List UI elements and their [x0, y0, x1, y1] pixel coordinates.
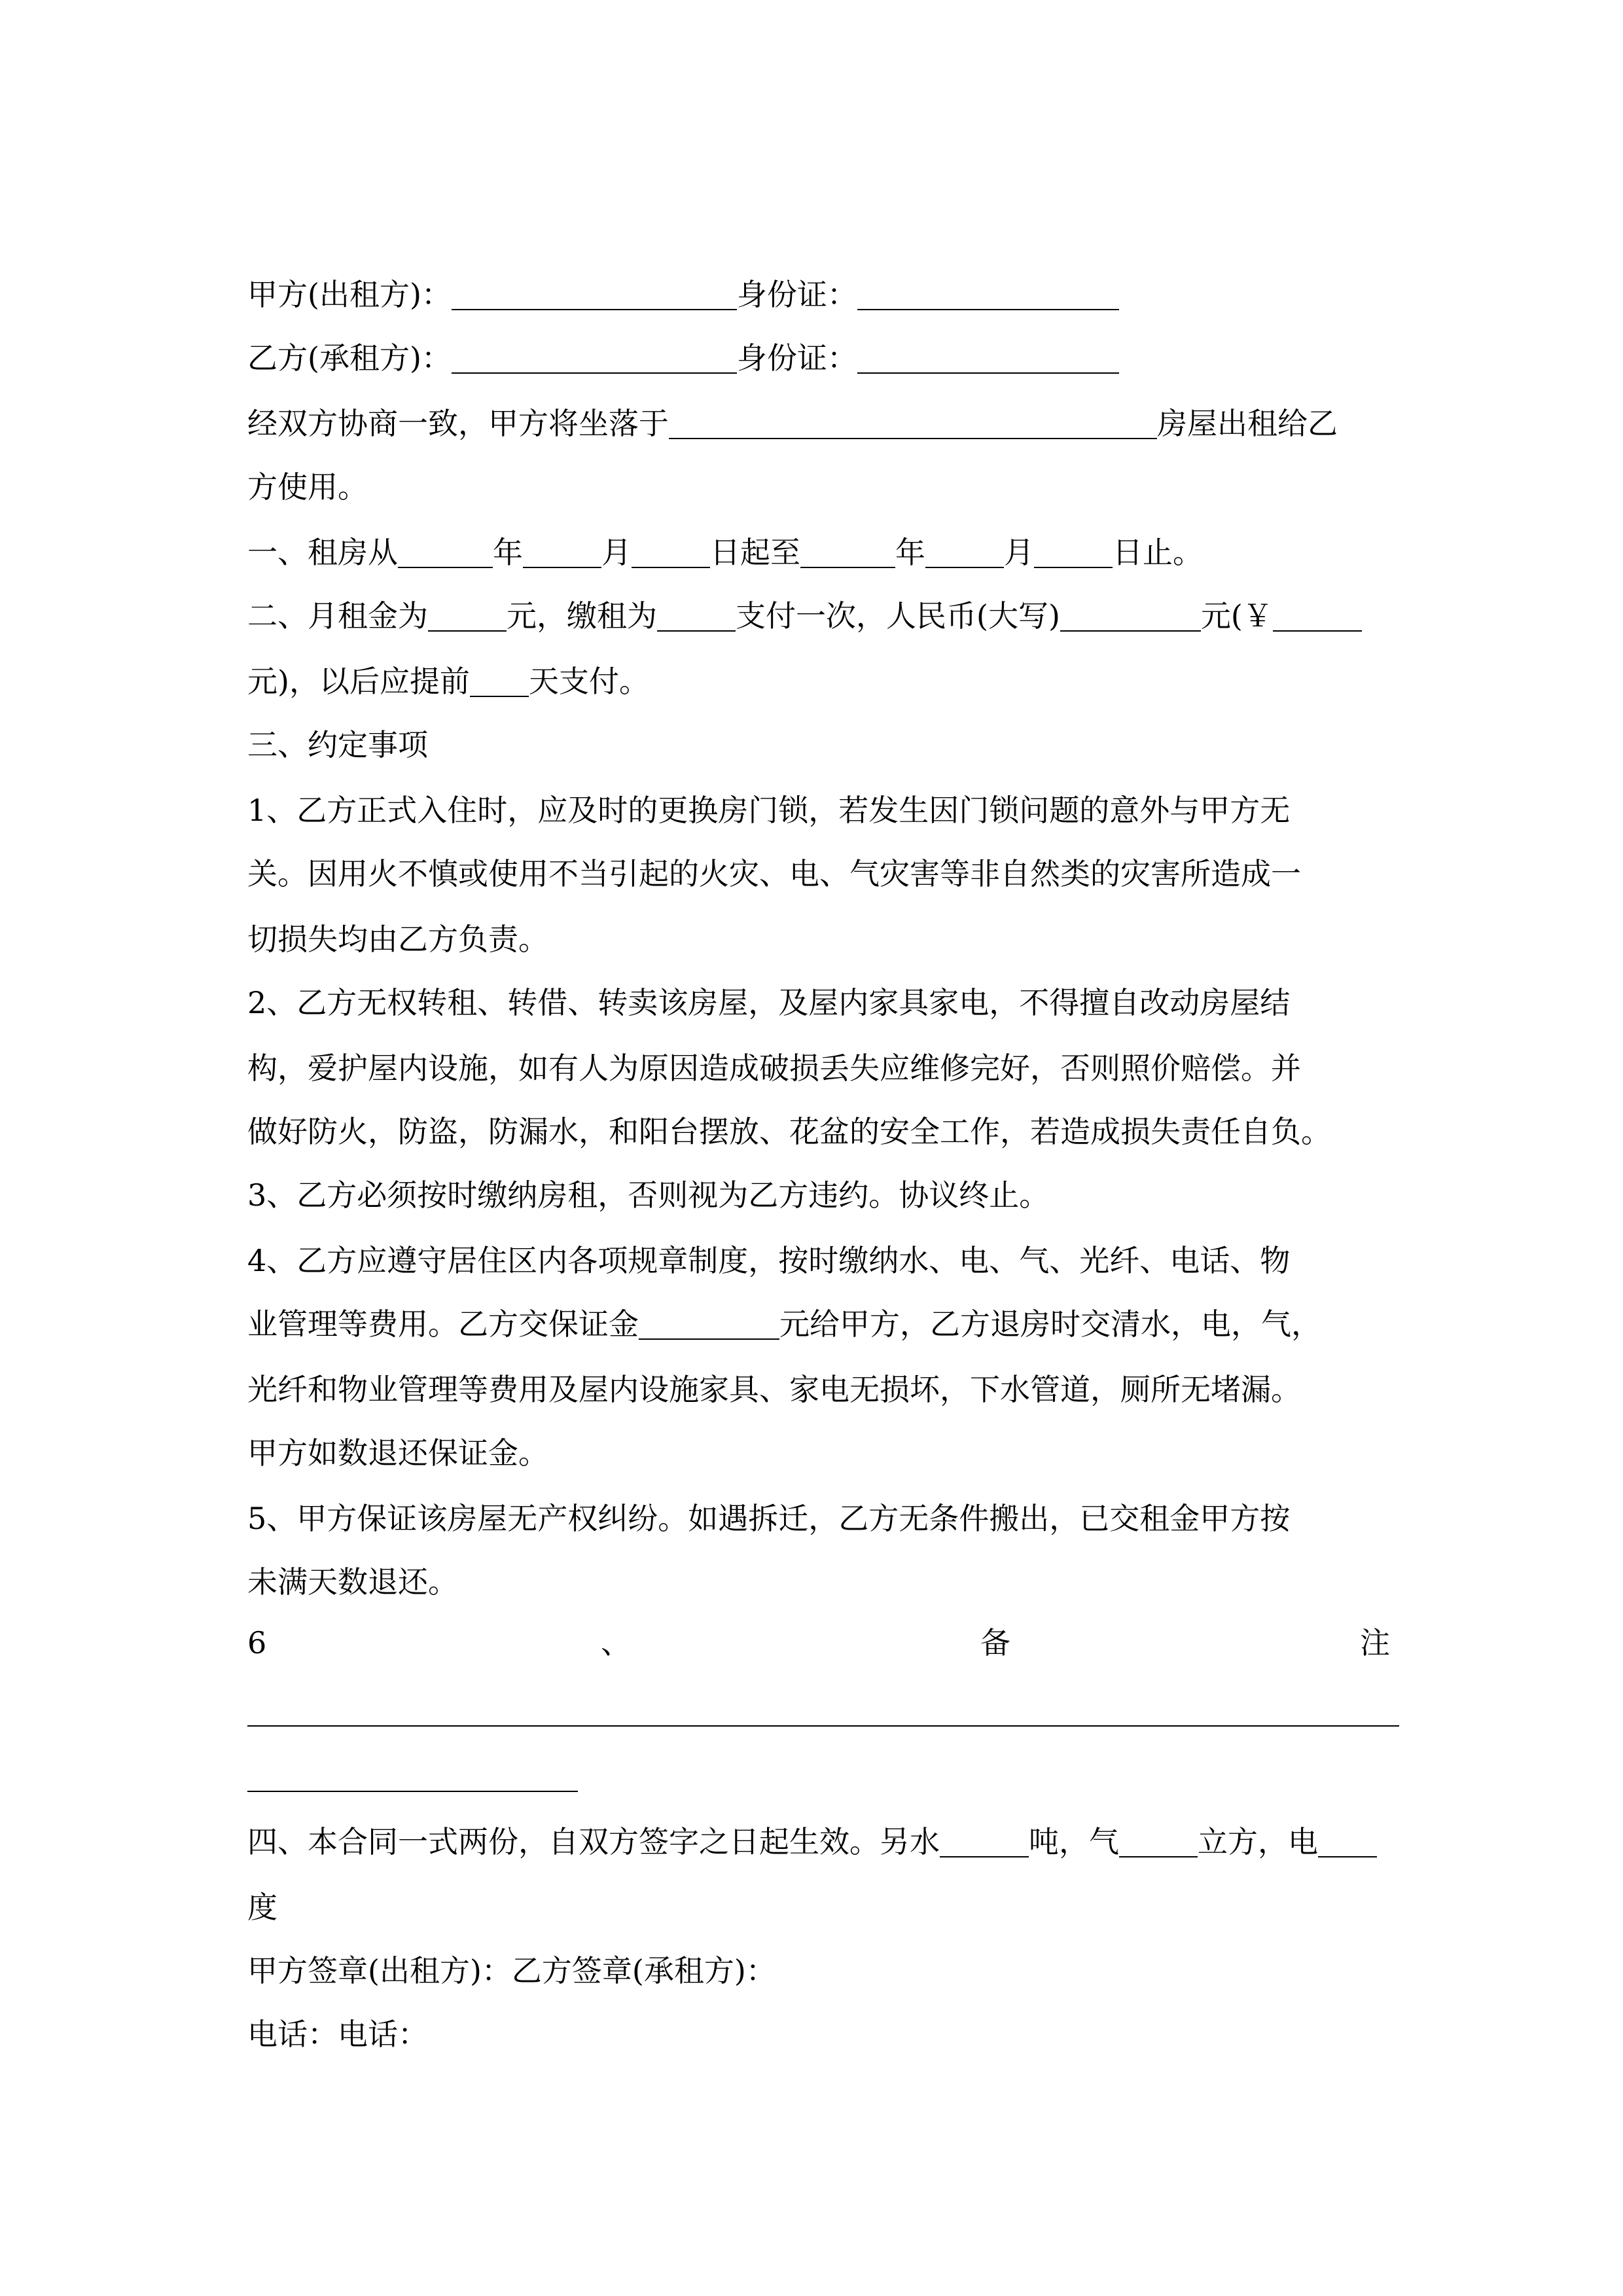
item-1-line: 1、乙方正式入住时，应及时的更换房门锁，若发生因门锁问题的意外与甲方无	[247, 793, 1291, 828]
rmb-words-blank[interactable]	[1060, 599, 1201, 632]
clause2-text: 元，缴租为	[507, 598, 657, 634]
water-blank[interactable]	[940, 1825, 1029, 1857]
signature-line: 甲方签章(出租方)：乙方签章(承租方)：	[247, 1953, 776, 1988]
item-4-line: 甲方如数退还保证金。	[247, 1435, 548, 1471]
party-a-name-blank[interactable]	[452, 278, 737, 310]
party-b-id-label: 身份证：	[736, 340, 857, 376]
item-4-line	[247, 1291, 1399, 1357]
clause2-prefix: 二、月租金为	[247, 598, 428, 634]
clause1-row	[247, 520, 1399, 585]
party-b-id-blank[interactable]	[857, 341, 1119, 374]
intro-text-3: 方使用。	[247, 469, 368, 505]
item-5-line: 未满天数退还。	[247, 1564, 458, 1600]
clause4-text: 四、本合同一式两份，自双方签字之日起生效。另水	[247, 1824, 940, 1859]
item-5-line: 5、甲方保证该房屋无产权纠纷。如遇拆迁，乙方无条件搬出，已交租金甲方按	[247, 1501, 1291, 1536]
property-location-blank[interactable]	[669, 406, 1157, 439]
remark-line[interactable]	[247, 1725, 1399, 1727]
gas-blank[interactable]	[1119, 1825, 1198, 1857]
start-day-blank[interactable]	[632, 535, 710, 568]
advance-days-blank[interactable]	[470, 664, 529, 697]
remark-row	[247, 1610, 1399, 1676]
party-b-label: 乙方(承租方)：	[247, 340, 452, 376]
pay-period-blank[interactable]	[657, 599, 736, 632]
item-4-line: 光纤和物业管理等费用及屋内设施家具、家电无损坏，下水管道，厕所无堵漏。	[247, 1372, 1301, 1407]
clause1-prefix: 一、租房从	[247, 535, 398, 570]
item-4-text: 业管理等费用。乙方交保证金	[247, 1306, 639, 1342]
rent-amount-blank[interactable]	[428, 599, 507, 632]
item-1-line: 关。因用火不慎或使用不当引起的火灾、电、气灾害等非自然类的灾害所造成一	[247, 856, 1301, 891]
item-1-line: 切损失均由乙方负责。	[247, 922, 548, 957]
end-year-blank[interactable]	[800, 535, 895, 568]
party-b-name-blank[interactable]	[452, 341, 737, 374]
party-b-row	[247, 325, 1399, 391]
party-a-row	[247, 262, 1399, 327]
item-3-line: 3、乙方必须按时缴纳房租，否则视为乙方违约。协议终止。	[247, 1177, 1050, 1213]
year-label: 年	[493, 535, 523, 570]
end-month-blank[interactable]	[925, 535, 1004, 568]
clause2-row	[247, 583, 1399, 649]
item-4-line: 4、乙方应遵守居住区内各项规章制度，按时缴纳水、电、气、光纤、电话、物	[247, 1243, 1291, 1278]
remark-separator: 、	[601, 1625, 631, 1660]
remark-number: 6	[247, 1625, 267, 1660]
electric-blank[interactable]	[1318, 1825, 1377, 1857]
month-label: 月	[601, 535, 632, 570]
item-2-line: 构，爱护屋内设施，如有人为原因造成破损丢失应维修完好，否则照价赔偿。并	[247, 1050, 1301, 1086]
item-2-line: 做好防火，防盗，防漏水，和阳台摆放、花盆的安全工作，若造成损失责任自负。	[247, 1114, 1331, 1149]
month-label: 月	[1004, 535, 1034, 570]
clause3-title: 三、约定事项	[247, 727, 428, 762]
intro-text-1: 经双方协商一致，甲方将坐落于	[247, 406, 669, 441]
clause4-row	[247, 1809, 1399, 1874]
party-a-id-blank[interactable]	[857, 278, 1119, 310]
intro-text-2: 房屋出租给乙	[1157, 406, 1338, 441]
day-label: 日起至	[710, 535, 800, 570]
party-a-id-label: 身份证：	[736, 277, 857, 312]
start-year-blank[interactable]	[398, 535, 493, 568]
clause2-text: 支付一次，人民币(大写)	[736, 598, 1060, 634]
clause4-text: 立方，电	[1198, 1824, 1318, 1859]
clause2-text: 天支付。	[528, 664, 649, 699]
intro-row	[247, 391, 1399, 456]
remark-char-1: 备	[980, 1625, 1010, 1660]
clause2-row-2	[247, 649, 1399, 714]
rmb-number-blank[interactable]	[1273, 599, 1362, 632]
phone-line: 电话：电话：	[247, 2017, 428, 2052]
clause4-text: 吨，气	[1029, 1824, 1119, 1859]
clause2-text: 元(￥	[1200, 598, 1273, 634]
item-2-line: 2、乙方无权转租、转借、转卖该房屋，及屋内家具家电，不得擅自改动房屋结	[247, 985, 1291, 1020]
day-label: 日止。	[1113, 535, 1203, 570]
end-day-blank[interactable]	[1034, 535, 1113, 568]
start-month-blank[interactable]	[523, 535, 601, 568]
remark-char-2: 注	[1360, 1625, 1390, 1660]
clause4-degree: 度	[247, 1890, 277, 1925]
remark-line[interactable]	[247, 1791, 578, 1792]
clause2-text: 元)，以后应提前	[247, 664, 470, 699]
deposit-blank[interactable]	[639, 1307, 779, 1340]
year-label: 年	[895, 535, 925, 570]
item-4-text: 元给甲方，乙方退房时交清水，电，气，	[779, 1306, 1321, 1342]
party-a-label: 甲方(出租方)：	[247, 277, 452, 312]
